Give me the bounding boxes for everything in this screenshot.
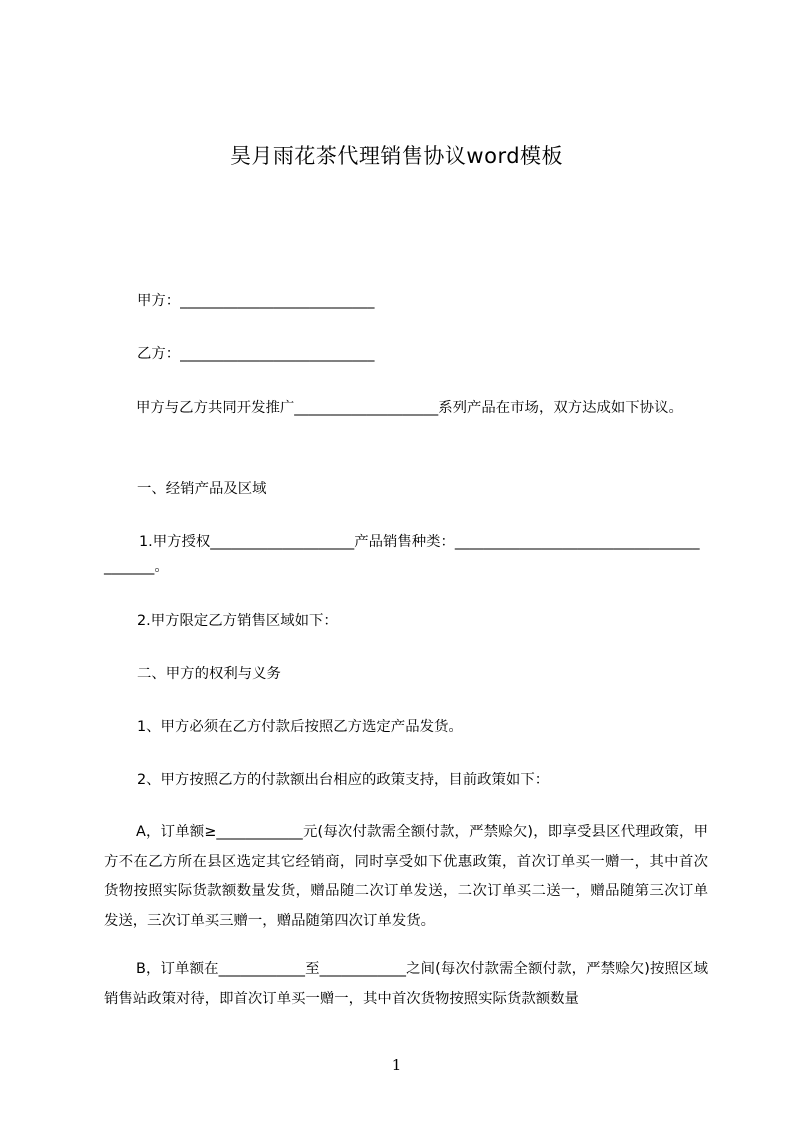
document-title: 昊月雨花茶代理销售协议word模板 xyxy=(229,144,564,168)
intro-paragraph: 甲方与乙方共同开发推广____________________系列产品在市场，双方达成如下协议。 xyxy=(136,400,683,416)
item-2-1: 1、甲方必须在乙方付款后按照乙方选定产品发货。 xyxy=(137,719,463,735)
page-number: 1 xyxy=(391,1056,402,1074)
item-1-2: 2.甲方限定乙方销售区域如下： xyxy=(137,613,338,629)
item-2-2: 2、甲方按照乙方的付款额出台相应的政策支持，目前政策如下： xyxy=(137,772,550,788)
section-2-heading: 二、甲方的权利与义务 xyxy=(137,666,281,682)
item-a-paragraph: A，订单额≥____________元(每次付款需全额付款，严禁赊欠)，即享受县区代理政策，甲方不在乙方所在县区选定其它经销商，同时享受如下优惠政策，首次订单买一赠一，其中首次货物按照实际货款额数量发货，赠品随二次订单发送，二次订单买二送一，赠品随第三次订单发送，三次订单买三赠一，赠品随第四次订单发货。 xyxy=(104,824,708,929)
item-1-1-line-2: _______。 xyxy=(104,559,169,575)
item-b-paragraph: B，订单额在____________至____________之间(每次付款需全额付款，严禁赊欠)按照区域销售站政策对待，即首次订单买一赠一，其中首次货物按照实际货款额数量 xyxy=(104,961,708,1007)
item-1-1-line-1: 1.甲方授权____________________产品销售种类：__________________________________ xyxy=(139,534,700,550)
party-b-line: 乙方：___________________________ xyxy=(137,346,375,362)
section-1-heading: 一、经销产品及区域 xyxy=(137,481,267,497)
party-a-line: 甲方：___________________________ xyxy=(137,293,375,309)
